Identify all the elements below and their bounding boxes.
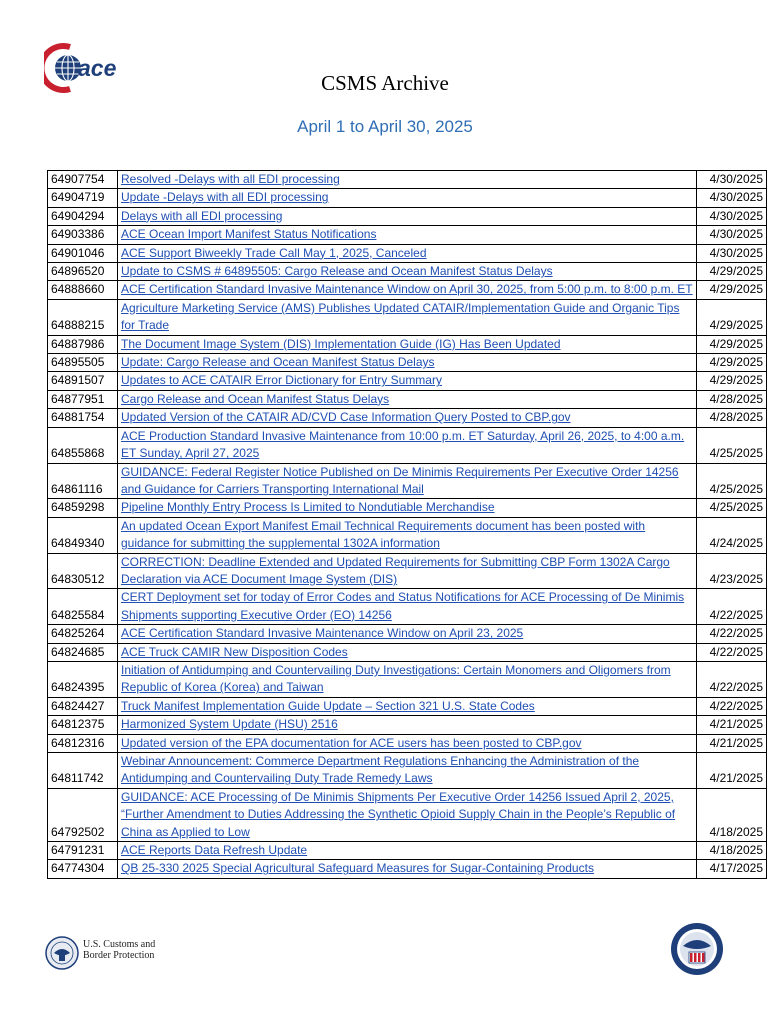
csms-number: 64849340 <box>48 517 118 553</box>
csms-title-cell <box>118 372 697 390</box>
csms-date: 4/22/2025 <box>697 643 767 661</box>
csms-date: 4/30/2025 <box>697 171 767 189</box>
csms-title-link[interactable]: ACE Certification Standard Invasive Maintenance Window on April 23, 2025 <box>121 626 524 641</box>
csms-title-cell <box>118 299 697 335</box>
csms-title-link[interactable]: ACE Truck CAMIR New Disposition Codes <box>121 644 348 659</box>
csms-title-link[interactable]: ACE Ocean Import Manifest Status Notifications <box>121 227 377 242</box>
csms-title-cell <box>118 661 697 697</box>
csms-date: 4/21/2025 <box>697 753 767 789</box>
csms-date: 4/22/2025 <box>697 661 767 697</box>
table-row <box>48 643 767 661</box>
table-row <box>48 335 767 353</box>
csms-date: 4/17/2025 <box>697 860 767 878</box>
csms-number: 64791231 <box>48 842 118 860</box>
csms-title-link[interactable]: ACE Certification Standard Invasive Maintenance Window on April 30, 2025, from 5:00 p.m. to 8:00 p.m. ET <box>121 282 693 297</box>
csms-number: 64825264 <box>48 625 118 643</box>
csms-number: 64888660 <box>48 281 118 299</box>
csms-title-cell <box>118 335 697 353</box>
csms-title-link[interactable]: CERT Deployment set for today of Error Codes and Status Notifications for ACE Processing of De Minimis Shipments supporting Executive Order (EO) 14256 <box>121 590 685 622</box>
csms-date: 4/29/2025 <box>697 354 767 372</box>
csms-date: 4/21/2025 <box>697 734 767 752</box>
csms-number: 64881754 <box>48 409 118 427</box>
csms-date: 4/22/2025 <box>697 589 767 625</box>
csms-title-link[interactable]: Updated Version of the CATAIR AD/CVD Case Information Query Posted to CBP.gov <box>121 410 571 425</box>
csms-number: 64824685 <box>48 643 118 661</box>
csms-title-link[interactable]: ACE Reports Data Refresh Update <box>121 843 308 858</box>
table-row <box>48 661 767 697</box>
csms-date: 4/29/2025 <box>697 263 767 281</box>
csms-title-cell <box>118 281 697 299</box>
csms-title-cell <box>118 697 697 715</box>
table-row <box>48 226 767 244</box>
table-row <box>48 463 767 499</box>
csms-date: 4/29/2025 <box>697 281 767 299</box>
csms-number: 64896520 <box>48 263 118 281</box>
csms-number: 64888215 <box>48 299 118 335</box>
csms-date: 4/22/2025 <box>697 697 767 715</box>
csms-number: 64895505 <box>48 354 118 372</box>
csms-title-cell <box>118 427 697 463</box>
csms-number: 64861116 <box>48 463 118 499</box>
csms-title-link[interactable]: Update to CSMS # 64895505: Cargo Release and Ocean Manifest Status Delays <box>121 264 553 279</box>
csms-title-link[interactable]: QB 25-330 2025 Special Agricultural Safeguard Measures for Sugar-Containing Products <box>121 861 594 876</box>
table-row <box>48 716 767 734</box>
csms-date: 4/25/2025 <box>697 499 767 517</box>
table-row <box>48 589 767 625</box>
table-row <box>48 499 767 517</box>
csms-date: 4/18/2025 <box>697 842 767 860</box>
csms-title-cell <box>118 860 697 878</box>
table-row <box>48 734 767 752</box>
csms-title-cell <box>118 354 697 372</box>
table-row <box>48 697 767 715</box>
csms-date: 4/29/2025 <box>697 335 767 353</box>
csms-number: 64901046 <box>48 244 118 262</box>
csms-title-link[interactable]: Delays with all EDI processing <box>121 208 283 223</box>
ace-logo-text: ace <box>78 55 117 81</box>
csms-title-link[interactable]: Webinar Announcement: Commerce Department Regulations Enhancing the Administration of the Antidumping and Countervailing Duty Trade Remedy Laws <box>121 754 640 786</box>
table-row <box>48 281 767 299</box>
csms-title-link[interactable]: Updates to ACE CATAIR Error Dictionary for Entry Summary <box>121 373 442 388</box>
csms-date: 4/30/2025 <box>697 226 767 244</box>
csms-title-cell <box>118 625 697 643</box>
csms-number: 64904294 <box>48 207 118 225</box>
csms-number: 64904719 <box>48 189 118 207</box>
csms-date: 4/25/2025 <box>697 427 767 463</box>
table-row <box>48 860 767 878</box>
csms-date: 4/23/2025 <box>697 553 767 589</box>
table-row <box>48 553 767 589</box>
csms-title-cell <box>118 643 697 661</box>
csms-title-cell <box>118 409 697 427</box>
csms-title-link[interactable]: Update -Delays with all EDI processing <box>121 190 329 205</box>
page-title: CSMS Archive <box>321 71 449 95</box>
csms-title-link[interactable]: Cargo Release and Ocean Manifest Status Delays <box>121 391 390 406</box>
table-row <box>48 207 767 225</box>
csms-number: 64825584 <box>48 589 118 625</box>
csms-title-cell <box>118 226 697 244</box>
csms-number: 64811742 <box>48 753 118 789</box>
table-row <box>48 517 767 553</box>
table-row <box>48 409 767 427</box>
table-row <box>48 263 767 281</box>
csms-title-cell <box>118 463 697 499</box>
csms-title-link[interactable]: Update: Cargo Release and Ocean Manifest Status Delays <box>121 355 435 370</box>
csms-title-link[interactable]: Updated version of the EPA documentation for ACE users has been posted to CBP.gov <box>121 735 582 750</box>
csms-title-cell <box>118 734 697 752</box>
csms-number: 64824427 <box>48 697 118 715</box>
csms-title-link[interactable]: Initiation of Antidumping and Countervailing Duty Investigations: Certain Monomers and Oligomers from Republic of Korea (Korea) and Taiwan <box>121 662 671 695</box>
csms-date: 4/29/2025 <box>697 299 767 335</box>
table-row <box>48 372 767 390</box>
csms-title-link[interactable]: Resolved -Delays with all EDI processing <box>121 172 340 186</box>
dhs-seal-icon <box>670 922 724 976</box>
csms-date: 4/24/2025 <box>697 517 767 553</box>
table-row <box>48 244 767 262</box>
csms-date: 4/28/2025 <box>697 390 767 408</box>
csms-archive-table <box>47 170 767 879</box>
csms-number: 64877951 <box>48 390 118 408</box>
csms-title-cell <box>118 788 697 841</box>
cbp-name-line1: U.S. Customs and <box>83 939 156 950</box>
csms-title-link[interactable]: An updated Ocean Export Manifest Email Technical Requirements document has been posted with guidance for submitting the supplemental 1302A information <box>121 518 646 551</box>
csms-title-link[interactable]: GUIDANCE: ACE Processing of De Minimis Shipments Per Executive Order 14256 Issued April 2, 2025, “Further Amendment to Duties Addressing the Synthetic Opioid Supply Chain in the People’s Republic of China as Applied to Low <box>121 789 676 839</box>
csms-title-cell <box>118 207 697 225</box>
csms-number: 64907754 <box>48 171 118 189</box>
csms-title-cell <box>118 517 697 553</box>
table-row <box>48 427 767 463</box>
csms-title-cell <box>118 244 697 262</box>
csms-number: 64887986 <box>48 335 118 353</box>
csms-date: 4/30/2025 <box>697 207 767 225</box>
csms-title-link[interactable]: Truck Manifest Implementation Guide Update – Section 321 U.S. State Codes <box>121 698 535 713</box>
csms-number: 64891507 <box>48 372 118 390</box>
table-row <box>48 171 767 189</box>
csms-date: 4/22/2025 <box>697 625 767 643</box>
csms-number: 64855868 <box>48 427 118 463</box>
cbp-logo <box>45 936 245 970</box>
csms-date: 4/21/2025 <box>697 716 767 734</box>
table-row <box>48 842 767 860</box>
csms-title-link[interactable]: ACE Support Biweekly Trade Call May 1, 2025, Canceled <box>121 245 427 260</box>
csms-date: 4/30/2025 <box>697 244 767 262</box>
cbp-name-line2: Border Protection <box>83 950 155 961</box>
csms-title-link[interactable]: Agriculture Marketing Service (AMS) Publishes Updated CATAIR/Implementation Guide and Organic Tips for Trade <box>121 300 680 333</box>
csms-title-link[interactable]: ACE Production Standard Invasive Maintenance from 10:00 p.m. ET Saturday, April 26, 2025, to 4:00 a.m. ET Sunday, April 27, 2025 <box>121 428 685 461</box>
csms-title-cell <box>118 842 697 860</box>
csms-number: 64903386 <box>48 226 118 244</box>
csms-number: 64812316 <box>48 734 118 752</box>
csms-title-cell <box>118 390 697 408</box>
csms-number: 64792502 <box>48 788 118 841</box>
csms-title-cell <box>118 263 697 281</box>
csms-title-cell <box>118 553 697 589</box>
csms-number: 64824395 <box>48 661 118 697</box>
csms-title-link[interactable]: GUIDANCE: Federal Register Notice Published on De Minimis Requirements Per Executive Order 14256 and Guidance for Carriers Transporting International Mail <box>121 464 679 496</box>
date-range-subtitle: April 1 to April 30, 2025 <box>297 117 473 136</box>
table-row <box>48 753 767 789</box>
table-row <box>48 189 767 207</box>
csms-date: 4/18/2025 <box>697 788 767 841</box>
csms-number: 64830512 <box>48 553 118 589</box>
csms-title-cell <box>118 716 697 734</box>
csms-number: 64812375 <box>48 716 118 734</box>
table-row <box>48 299 767 335</box>
table-row <box>48 390 767 408</box>
csms-date: 4/29/2025 <box>697 372 767 390</box>
csms-number: 64859298 <box>48 499 118 517</box>
csms-date: 4/30/2025 <box>697 189 767 207</box>
cbp-seal-icon <box>45 936 79 970</box>
csms-title-link[interactable]: The Document Image System (DIS) Implementation Guide (IG) Has Been Updated <box>121 336 561 351</box>
csms-table-body <box>48 171 767 879</box>
csms-title-link[interactable]: Harmonized System Update (HSU) 2516 <box>121 717 338 732</box>
csms-title-cell <box>118 499 697 517</box>
csms-title-link[interactable]: Pipeline Monthly Entry Process Is Limited to Nondutiable Merchandise <box>121 500 495 515</box>
csms-number: 64774304 <box>48 860 118 878</box>
cbp-name <box>83 939 155 961</box>
table-row <box>48 788 767 841</box>
csms-title-cell <box>118 753 697 789</box>
csms-date: 4/25/2025 <box>697 463 767 499</box>
csms-date: 4/28/2025 <box>697 409 767 427</box>
csms-title-cell <box>118 189 697 207</box>
table-row <box>48 625 767 643</box>
csms-title-cell <box>118 171 697 189</box>
table-row <box>48 354 767 372</box>
csms-title-cell <box>118 589 697 625</box>
csms-title-link[interactable]: CORRECTION: Deadline Extended and Updated Requirements for Submitting CBP Form 1302A Cargo Declaration via ACE Document Image System (DIS) <box>121 554 670 586</box>
